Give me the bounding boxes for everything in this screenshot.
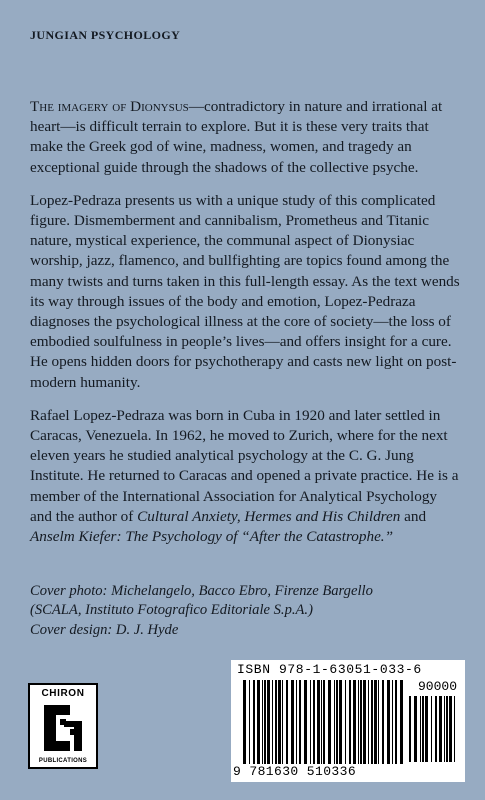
description-paragraph: Lopez-Pedraza presents us with a unique study of this complicated figure. Dismemberment and cannibalism, Prometheus and Titanic nature, mystical experience, the communal aspect of Dionysiac worship, jazz, flamenco, and bullfighting are topics found among the many twists and turns taken in this full-length essay. As the text wends its way through issues of the body and emotion, Lopez-Pedraza diagnoses the psychological illness at the core of society—the loss of embodied soulfulness in people’s lives—and offers insight for a cure. He opens hidden doors for psychotherapy and casts new light on post-modern humanity. bbox=[30, 191, 460, 391]
publisher-subtitle: PUBLICATIONS bbox=[38, 758, 88, 764]
drop-cap: T bbox=[30, 98, 40, 115]
book-title-1: Cultural Anxiety, Hermes and His Children bbox=[137, 507, 401, 525]
credit-source: (SCALA, Instituto Fotografico Editoriale S.p.A.) bbox=[30, 602, 313, 619]
author-bio-paragraph bbox=[30, 406, 462, 547]
intro-smallcaps: he imagery of Dionysus bbox=[39, 98, 189, 115]
chiron-emblem-icon bbox=[40, 701, 86, 755]
isbn-number: ISBN 978-1-63051-033-6 bbox=[237, 662, 422, 677]
barcode-digits: 9 781630 510336 bbox=[233, 764, 357, 779]
price-code: 90000 bbox=[417, 679, 457, 694]
publisher-name: CHIRON bbox=[41, 688, 85, 699]
price-barcode-bars-icon bbox=[409, 696, 457, 762]
intro-text: —contradictory in nature and irrational at heart—is difficult terrain to explore. But it is these very traits that make the Greek god of wine, madness, women, and tragedy an exceptional guide through the shadows of the collective psyche. bbox=[30, 98, 443, 176]
category-label: JUNGIAN PSYCHOLOGY bbox=[30, 28, 181, 42]
back-cover-copy bbox=[30, 97, 462, 560]
cover-credits bbox=[30, 582, 450, 640]
publisher-logo bbox=[28, 683, 98, 769]
isbn-barcode bbox=[231, 660, 465, 782]
intro-paragraph bbox=[30, 97, 462, 178]
conjunction: and bbox=[400, 507, 427, 525]
book-title-2: Anselm Kiefer: The Psychology of “After the Catastrophe.” bbox=[30, 528, 394, 546]
barcode-bars-icon bbox=[243, 680, 403, 764]
credit-design: Cover design: D. J. Hyde bbox=[30, 621, 179, 638]
author-bio-text: Rafael Lopez-Pedraza was born in Cuba in 1920 and later settled in Caracas, Venezuela. In 1962, he moved to Zurich, where for the next eleven years he studied analytical psychology at the C. G. Jung Institute. He returned to Caracas and opened a private practice. He is a member of the International Association for Analytical Psychology and the author of bbox=[30, 406, 459, 525]
credit-photo: Cover photo: Michelangelo, Bacco Ebro, Firenze Bargello bbox=[30, 583, 373, 599]
